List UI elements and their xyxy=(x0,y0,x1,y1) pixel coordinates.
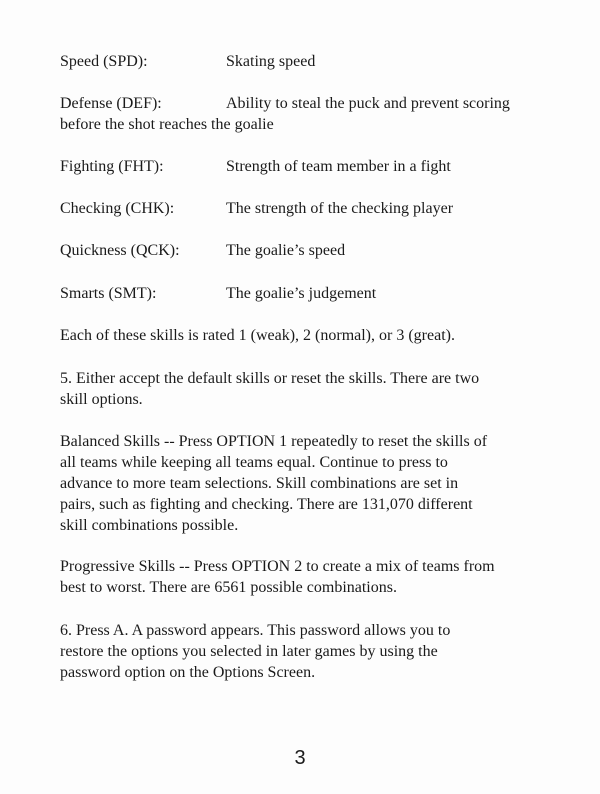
progressive-skills-paragraph xyxy=(60,556,540,598)
skill-description: The goalie’s speed xyxy=(226,242,346,259)
page-number: 3 xyxy=(294,747,306,769)
text-line: 6. Press A. A password appears. This password allows you to xyxy=(60,622,451,639)
skill-description: Ability to steal the puck and prevent scoring xyxy=(226,95,510,112)
step-5-paragraph xyxy=(60,368,540,410)
text-line: Balanced Skills -- Press OPTION 1 repeatedly to reset the skills of xyxy=(60,433,488,450)
text-line: Progressive Skills -- Press OPTION 2 to create a mix of teams from xyxy=(60,558,495,575)
skill-term: Fighting (FHT): xyxy=(60,158,164,175)
text-line: 5. Either accept the default skills or reset the skills. There are two xyxy=(60,370,480,387)
skill-description: The strength of the checking player xyxy=(226,200,454,217)
skill-row-quickness xyxy=(60,240,540,261)
skill-row-smarts xyxy=(60,283,540,304)
skill-description: The goalie’s judgement xyxy=(226,285,377,302)
text-line: password option on the Options Screen. xyxy=(60,664,316,681)
rating-note: Each of these skills is rated 1 (weak), 2 (normal), or 3 (great). xyxy=(60,327,455,344)
skill-term: Defense (DEF): xyxy=(60,95,162,112)
text-line: advance to more team selections. Skill combinations are set in xyxy=(60,475,459,492)
text-line: best to worst. There are 6561 possible combinations. xyxy=(60,579,397,596)
skill-description-continued: before the shot reaches the goalie xyxy=(60,116,274,133)
text-line: skill options. xyxy=(60,391,143,408)
balanced-skills-paragraph xyxy=(60,431,540,536)
skill-row-checking xyxy=(60,198,540,219)
skill-term: Smarts (SMT): xyxy=(60,285,157,302)
skill-term: Speed (SPD): xyxy=(60,53,148,70)
step-6-paragraph xyxy=(60,620,540,683)
text-line: restore the options you selected in later games by using the xyxy=(60,643,438,660)
skill-term: Quickness (QCK): xyxy=(60,242,180,259)
skill-row-fighting xyxy=(60,156,540,177)
skill-description: Skating speed xyxy=(226,53,316,70)
text-line: all teams while keeping all teams equal. Continue to press to xyxy=(60,454,448,471)
text-line: pairs, such as fighting and checking. There are 131,070 different xyxy=(60,496,473,513)
skill-term: Checking (CHK): xyxy=(60,200,175,217)
text-line: skill combinations possible. xyxy=(60,517,239,534)
skill-description: Strength of team member in a fight xyxy=(226,158,451,175)
skill-row-defense xyxy=(60,93,550,135)
skill-row-speed xyxy=(60,51,540,72)
